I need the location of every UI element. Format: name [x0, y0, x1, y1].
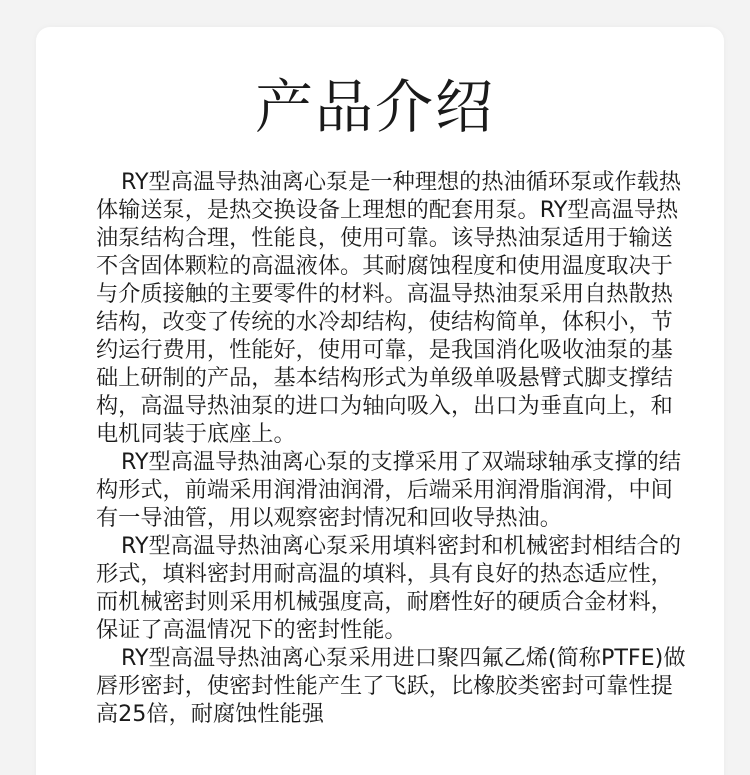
paragraph-overview: RY型高温导热油离心泵是一种理想的热油循环泵或作载热体输送泵，是热交换设备上理想的配套用泵。RY型高温导热油泵结构合理，性能良，使用可靠。该导热油泵适用于输送不含固体颗粒的高温液体。其耐腐蚀程度和使用温度取决于与介质接触的主要零件的材料。高温导热油泵采用自热散热结构，改变了传统的水冷却结构，使结构简单，体积小，节约运行费用，性能好，使用可靠，是我国消化吸收油泵的基础上研制的产品，基本结构形式为单级单吸悬臂式脚支撑结构，高温导热油泵的进口为轴向吸入，出口为垂直向上，和电机同装于底座上。 [96, 169, 682, 447]
paragraph-bearing: RY型高温导热油离心泵的支撑采用了双端球轴承支撑的结构形式，前端采用润滑油润滑，后端采用润滑脂润滑，中间有一导油管，用以观察密封情况和回收导热油。 [96, 449, 682, 531]
page-title: 产品介绍 [254, 73, 495, 141]
article-body [96, 168, 690, 728]
paragraph-ptfe-seal: RY型高温导热油离心泵采用进口聚四氟乙烯(简称PTFE)做唇形密封，使密封性能产生了飞跃，比橡胶类密封可靠性提高25倍，耐腐蚀性能强 [96, 645, 686, 727]
paragraph-sealing: RY型高温导热油离心泵采用填料密封和机械密封相结合的形式，填料密封用耐高温的填料，具有良好的热态适应性，而机械密封则采用机械强度高，耐磨性好的硬质合金材料，保证了高温情况下的密封性能。 [96, 533, 682, 643]
